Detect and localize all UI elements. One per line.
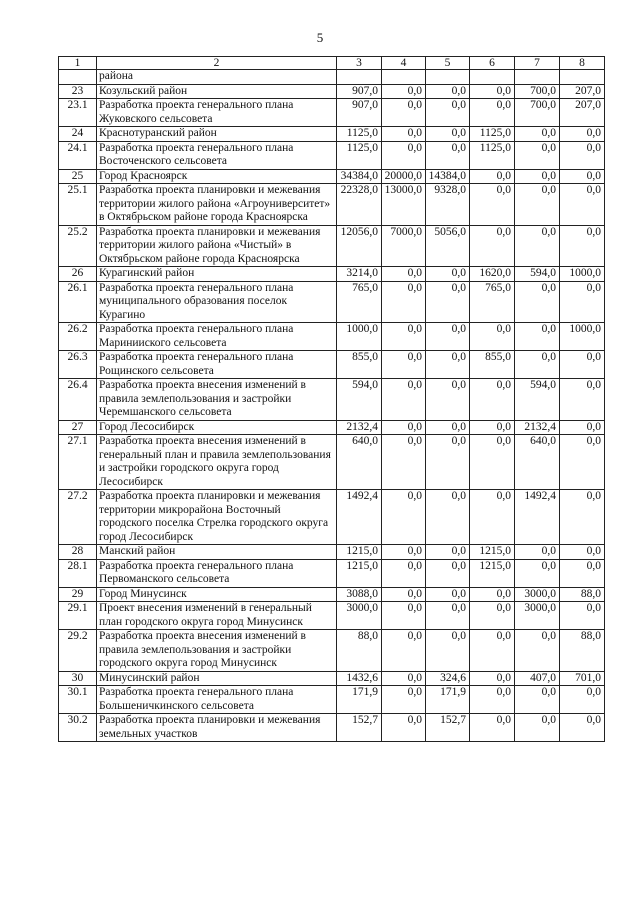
- value-cell: 1000,0: [560, 267, 605, 282]
- value-cell: 0,0: [426, 630, 470, 672]
- table-row: [59, 686, 605, 714]
- value-cell: 0,0: [560, 281, 605, 323]
- value-cell: 88,0: [560, 630, 605, 672]
- value-cell: 0,0: [426, 602, 470, 630]
- row-name: Разработка проекта генерального плана Восточенского сельсовета: [97, 141, 337, 169]
- value-cell: 0,0: [515, 184, 560, 226]
- value-cell: 0,0: [426, 420, 470, 435]
- value-cell: 594,0: [337, 379, 382, 421]
- table-row: [59, 267, 605, 282]
- value-cell: 1492,4: [515, 490, 560, 545]
- value-cell: 0,0: [382, 435, 426, 490]
- value-cell: 0,0: [382, 420, 426, 435]
- col-header-1: 1: [59, 57, 97, 70]
- row-number: 23.1: [59, 99, 97, 127]
- value-cell: 0,0: [470, 420, 515, 435]
- value-cell: 0,0: [560, 559, 605, 587]
- table-row: [59, 435, 605, 490]
- value-cell: 0,0: [470, 184, 515, 226]
- row-number: 25.1: [59, 184, 97, 226]
- row-name: Манский район: [97, 545, 337, 560]
- value-cell: 1215,0: [337, 545, 382, 560]
- value-cell: 0,0: [560, 379, 605, 421]
- value-cell: 0,0: [382, 490, 426, 545]
- value-cell: 594,0: [515, 379, 560, 421]
- value-cell: 0,0: [560, 225, 605, 267]
- value-cell: 1125,0: [470, 141, 515, 169]
- value-cell: 0,0: [470, 379, 515, 421]
- value-cell: 0,0: [426, 545, 470, 560]
- row-name: Разработка проекта генерального плана муниципального образования поселок Курагино: [97, 281, 337, 323]
- row-name: Разработка проекта генерального плана Жуковского сельсовета: [97, 99, 337, 127]
- table-row: [59, 671, 605, 686]
- table-row: [59, 127, 605, 142]
- row-name: Разработка проекта планировки и межевания территории жилого района «Агроуниверситет» в Октябрьском районе города Красноярска: [97, 184, 337, 226]
- table-row: [59, 420, 605, 435]
- value-cell: 594,0: [515, 267, 560, 282]
- value-cell: 0,0: [382, 545, 426, 560]
- value-cell: 152,7: [426, 714, 470, 742]
- value-cell: 0,0: [470, 225, 515, 267]
- value-cell: 88,0: [560, 587, 605, 602]
- row-number: 29.2: [59, 630, 97, 672]
- value-cell: 5056,0: [426, 225, 470, 267]
- table-row: [59, 141, 605, 169]
- col-header-6: 6: [470, 57, 515, 70]
- value-cell: 0,0: [560, 141, 605, 169]
- value-cell: 0,0: [560, 420, 605, 435]
- value-cell: 3000,0: [515, 587, 560, 602]
- value-cell: 0,0: [515, 714, 560, 742]
- value-cell: 0,0: [382, 84, 426, 99]
- table-row: [59, 545, 605, 560]
- value-cell: [426, 70, 470, 85]
- table-row: [59, 587, 605, 602]
- value-cell: 0,0: [560, 184, 605, 226]
- value-cell: 765,0: [337, 281, 382, 323]
- value-cell: 22328,0: [337, 184, 382, 226]
- value-cell: 1620,0: [470, 267, 515, 282]
- row-name: Курагинский район: [97, 267, 337, 282]
- row-name: Разработка проекта планировки и межевания территории микрорайона Восточный городского поселка Стрелка городского округа город Лесосибирск: [97, 490, 337, 545]
- value-cell: 855,0: [337, 351, 382, 379]
- page-number: 5: [316, 30, 324, 45]
- row-name: Разработка проекта внесения изменений в правила землепользования и застройки городского округа город Минусинск: [97, 630, 337, 672]
- value-cell: 0,0: [426, 351, 470, 379]
- value-cell: 1000,0: [560, 323, 605, 351]
- value-cell: 3088,0: [337, 587, 382, 602]
- row-name: района: [97, 70, 337, 85]
- value-cell: 0,0: [426, 141, 470, 169]
- value-cell: 0,0: [382, 714, 426, 742]
- value-cell: 7000,0: [382, 225, 426, 267]
- value-cell: 1215,0: [470, 559, 515, 587]
- value-cell: 0,0: [382, 671, 426, 686]
- value-cell: 0,0: [426, 559, 470, 587]
- row-number: 26: [59, 267, 97, 282]
- value-cell: 0,0: [470, 169, 515, 184]
- row-name: Минусинский район: [97, 671, 337, 686]
- table-row: [59, 602, 605, 630]
- value-cell: 0,0: [515, 281, 560, 323]
- row-name: Проект внесения изменений в генеральный план городского округа город Минусинск: [97, 602, 337, 630]
- value-cell: [560, 70, 605, 85]
- value-cell: 3000,0: [515, 602, 560, 630]
- value-cell: 171,9: [426, 686, 470, 714]
- table-row: [59, 379, 605, 421]
- value-cell: 0,0: [382, 602, 426, 630]
- value-cell: 14384,0: [426, 169, 470, 184]
- value-cell: 0,0: [470, 99, 515, 127]
- value-cell: 0,0: [382, 587, 426, 602]
- value-cell: 0,0: [560, 714, 605, 742]
- row-name: Разработка проекта генерального плана Маринииского сельсовета: [97, 323, 337, 351]
- value-cell: 700,0: [515, 84, 560, 99]
- table-body: [59, 70, 605, 742]
- col-header-3: 3: [337, 57, 382, 70]
- row-number: 29: [59, 587, 97, 602]
- row-name: Краснотуранский район: [97, 127, 337, 142]
- value-cell: 88,0: [337, 630, 382, 672]
- value-cell: 0,0: [515, 351, 560, 379]
- value-cell: 34384,0: [337, 169, 382, 184]
- value-cell: [382, 70, 426, 85]
- row-name: Разработка проекта генерального плана Большеничкинского сельсовета: [97, 686, 337, 714]
- value-cell: 765,0: [470, 281, 515, 323]
- table-row: [59, 559, 605, 587]
- value-cell: 0,0: [515, 225, 560, 267]
- value-cell: 0,0: [426, 127, 470, 142]
- value-cell: 0,0: [470, 714, 515, 742]
- table-row: [59, 99, 605, 127]
- row-number: 30.1: [59, 686, 97, 714]
- value-cell: 1215,0: [470, 545, 515, 560]
- value-cell: 3214,0: [337, 267, 382, 282]
- table-row: [59, 714, 605, 742]
- table-row: [59, 351, 605, 379]
- value-cell: 0,0: [382, 141, 426, 169]
- value-cell: 0,0: [470, 686, 515, 714]
- table-row: [59, 70, 605, 85]
- row-number: 28: [59, 545, 97, 560]
- value-cell: 0,0: [515, 127, 560, 142]
- value-cell: 0,0: [426, 323, 470, 351]
- value-cell: 0,0: [515, 323, 560, 351]
- table-row: [59, 169, 605, 184]
- value-cell: [515, 70, 560, 85]
- value-cell: 0,0: [470, 323, 515, 351]
- value-cell: 0,0: [426, 99, 470, 127]
- value-cell: 907,0: [337, 84, 382, 99]
- row-number: [59, 70, 97, 85]
- value-cell: 324,6: [426, 671, 470, 686]
- value-cell: 0,0: [470, 630, 515, 672]
- value-cell: 1125,0: [337, 127, 382, 142]
- value-cell: 13000,0: [382, 184, 426, 226]
- value-cell: 701,0: [560, 671, 605, 686]
- value-cell: 0,0: [382, 559, 426, 587]
- value-cell: 0,0: [515, 686, 560, 714]
- row-name: Козульский район: [97, 84, 337, 99]
- value-cell: 0,0: [560, 351, 605, 379]
- value-cell: 0,0: [560, 545, 605, 560]
- table-row: [59, 323, 605, 351]
- table-row: [59, 281, 605, 323]
- value-cell: 0,0: [515, 141, 560, 169]
- row-number: 26.1: [59, 281, 97, 323]
- col-header-4: 4: [382, 57, 426, 70]
- value-cell: 0,0: [426, 379, 470, 421]
- row-name: Разработка проекта внесения изменений в правила землепользования и застройки Черемшанского сельсовета: [97, 379, 337, 421]
- value-cell: 407,0: [515, 671, 560, 686]
- value-cell: 0,0: [515, 630, 560, 672]
- value-cell: 1215,0: [337, 559, 382, 587]
- value-cell: 0,0: [382, 99, 426, 127]
- row-name: Разработка проекта внесения изменений в генеральный план и правила землепользования и застройки городского округа город Лесосибирск: [97, 435, 337, 490]
- value-cell: 700,0: [515, 99, 560, 127]
- value-cell: 1492,4: [337, 490, 382, 545]
- value-cell: [337, 70, 382, 85]
- value-cell: 0,0: [470, 84, 515, 99]
- row-number: 23: [59, 84, 97, 99]
- row-number: 26.2: [59, 323, 97, 351]
- value-cell: 0,0: [426, 587, 470, 602]
- value-cell: 0,0: [426, 267, 470, 282]
- value-cell: 2132,4: [337, 420, 382, 435]
- value-cell: 0,0: [470, 490, 515, 545]
- value-cell: 0,0: [382, 323, 426, 351]
- value-cell: 0,0: [426, 281, 470, 323]
- value-cell: 0,0: [382, 351, 426, 379]
- value-cell: 0,0: [560, 127, 605, 142]
- value-cell: 12056,0: [337, 225, 382, 267]
- row-number: 27.1: [59, 435, 97, 490]
- value-cell: 0,0: [426, 435, 470, 490]
- row-name: Разработка проекта генерального плана Рощинского сельсовета: [97, 351, 337, 379]
- value-cell: 0,0: [470, 587, 515, 602]
- value-cell: 0,0: [426, 490, 470, 545]
- value-cell: 0,0: [470, 671, 515, 686]
- value-cell: 0,0: [382, 686, 426, 714]
- value-cell: 0,0: [560, 490, 605, 545]
- row-name: Город Красноярск: [97, 169, 337, 184]
- value-cell: 0,0: [426, 84, 470, 99]
- value-cell: 152,7: [337, 714, 382, 742]
- value-cell: 9328,0: [426, 184, 470, 226]
- value-cell: 0,0: [382, 630, 426, 672]
- row-name: Город Лесосибирск: [97, 420, 337, 435]
- table-row: [59, 225, 605, 267]
- row-number: 24: [59, 127, 97, 142]
- row-number: 26.3: [59, 351, 97, 379]
- header-row: [59, 57, 605, 70]
- row-name: Город Минусинск: [97, 587, 337, 602]
- value-cell: 640,0: [337, 435, 382, 490]
- value-cell: 0,0: [382, 267, 426, 282]
- row-name: Разработка проекта планировки и межевания территории жилого района «Чистый» в Октябрьском районе города Красноярска: [97, 225, 337, 267]
- value-cell: 0,0: [560, 169, 605, 184]
- value-cell: 0,0: [382, 127, 426, 142]
- value-cell: 171,9: [337, 686, 382, 714]
- value-cell: 640,0: [515, 435, 560, 490]
- table-row: [59, 84, 605, 99]
- row-number: 30: [59, 671, 97, 686]
- budget-table: [58, 56, 605, 742]
- value-cell: 2132,4: [515, 420, 560, 435]
- col-header-7: 7: [515, 57, 560, 70]
- row-number: 26.4: [59, 379, 97, 421]
- value-cell: 907,0: [337, 99, 382, 127]
- value-cell: 0,0: [560, 686, 605, 714]
- value-cell: 1000,0: [337, 323, 382, 351]
- row-number: 27.2: [59, 490, 97, 545]
- table-row: [59, 184, 605, 226]
- value-cell: 0,0: [560, 602, 605, 630]
- table-row: [59, 490, 605, 545]
- row-name: Разработка проекта генерального плана Первоманского сельсовета: [97, 559, 337, 587]
- row-number: 24.1: [59, 141, 97, 169]
- row-number: 25: [59, 169, 97, 184]
- row-name: Разработка проекта планировки и межевания земельных участков: [97, 714, 337, 742]
- col-header-2: 2: [97, 57, 337, 70]
- value-cell: 0,0: [515, 545, 560, 560]
- row-number: 27: [59, 420, 97, 435]
- value-cell: 0,0: [515, 169, 560, 184]
- value-cell: 20000,0: [382, 169, 426, 184]
- row-number: 28.1: [59, 559, 97, 587]
- value-cell: 855,0: [470, 351, 515, 379]
- value-cell: 207,0: [560, 84, 605, 99]
- row-number: 30.2: [59, 714, 97, 742]
- row-number: 29.1: [59, 602, 97, 630]
- value-cell: [470, 70, 515, 85]
- col-header-5: 5: [426, 57, 470, 70]
- value-cell: 0,0: [560, 435, 605, 490]
- value-cell: 1125,0: [337, 141, 382, 169]
- value-cell: 207,0: [560, 99, 605, 127]
- value-cell: 0,0: [382, 379, 426, 421]
- value-cell: 0,0: [515, 559, 560, 587]
- row-number: 25.2: [59, 225, 97, 267]
- value-cell: 0,0: [382, 281, 426, 323]
- value-cell: 0,0: [470, 602, 515, 630]
- value-cell: 0,0: [470, 435, 515, 490]
- value-cell: 1432,6: [337, 671, 382, 686]
- col-header-8: 8: [560, 57, 605, 70]
- table-row: [59, 630, 605, 672]
- value-cell: 1125,0: [470, 127, 515, 142]
- value-cell: 3000,0: [337, 602, 382, 630]
